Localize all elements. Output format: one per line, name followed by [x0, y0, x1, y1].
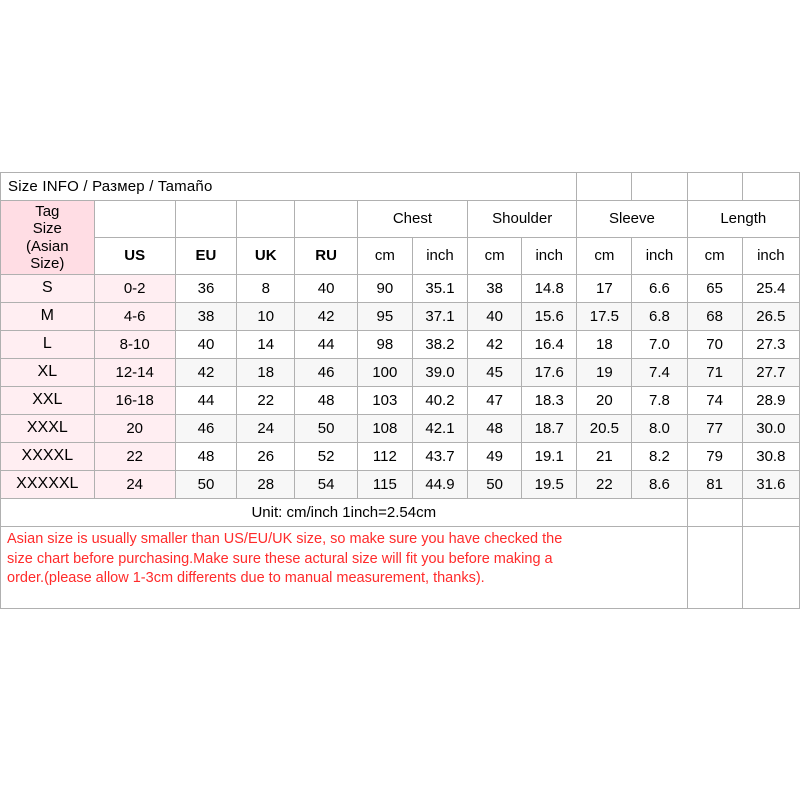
size-chart-container	[0, 172, 800, 609]
banner-blank-1	[577, 173, 632, 201]
cell-shoulder-cm: 47	[468, 387, 522, 415]
cell-sleeve-inch: 6.8	[632, 303, 687, 331]
cell-length-cm: 65	[687, 275, 742, 303]
cell-eu: 44	[175, 387, 236, 415]
cell-us: 8-10	[94, 331, 175, 359]
banner-blank-3	[687, 173, 742, 201]
cell-ru: 48	[295, 387, 357, 415]
region-header-us	[94, 201, 175, 238]
warning-blank-1	[687, 527, 742, 609]
cell-chest-cm: 95	[357, 303, 412, 331]
cell-us: 4-6	[94, 303, 175, 331]
cell-uk: 26	[237, 443, 295, 471]
cell-ru: 40	[295, 275, 357, 303]
cell-shoulder-cm: 45	[468, 359, 522, 387]
cell-shoulder-inch: 16.4	[522, 331, 577, 359]
unit-header-us: US	[94, 238, 175, 275]
warning-line-3: order.(please allow 1-3cm differents due to manual measurement, thanks).	[7, 570, 485, 587]
cell-us: 0-2	[94, 275, 175, 303]
cell-sleeve-cm: 20.5	[577, 415, 632, 443]
unit-header-uk: UK	[237, 238, 295, 275]
unit-header-sleeve-cm: cm	[577, 238, 632, 275]
cell-size: XXXXXL	[1, 471, 95, 499]
cell-sleeve-cm: 17.5	[577, 303, 632, 331]
cell-chest-inch: 44.9	[412, 471, 467, 499]
warning-blank-2	[742, 527, 799, 609]
table-row	[1, 303, 800, 331]
cell-sleeve-cm: 18	[577, 331, 632, 359]
cell-uk: 18	[237, 359, 295, 387]
table-row	[1, 387, 800, 415]
cell-uk: 14	[237, 331, 295, 359]
cell-length-inch: 27.7	[742, 359, 799, 387]
unit-header-shoulder-cm: cm	[468, 238, 522, 275]
cell-shoulder-inch: 17.6	[522, 359, 577, 387]
cell-uk: 22	[237, 387, 295, 415]
unit-header-eu: EU	[175, 238, 236, 275]
unit-note-blank-1	[687, 499, 742, 527]
cell-sleeve-cm: 21	[577, 443, 632, 471]
cell-length-inch: 26.5	[742, 303, 799, 331]
cell-eu: 48	[175, 443, 236, 471]
cell-shoulder-cm: 40	[468, 303, 522, 331]
cell-length-cm: 70	[687, 331, 742, 359]
cell-shoulder-inch: 15.6	[522, 303, 577, 331]
title-banner-row	[1, 173, 800, 201]
cell-size: L	[1, 331, 95, 359]
tag-size-line-2: Size	[32, 220, 62, 238]
banner-blank-4	[742, 173, 799, 201]
unit-header-length-inch: inch	[742, 238, 799, 275]
cell-us: 24	[94, 471, 175, 499]
cell-chest-inch: 37.1	[412, 303, 467, 331]
cell-shoulder-cm: 49	[468, 443, 522, 471]
cell-size: XXXXL	[1, 443, 95, 471]
cell-sleeve-cm: 20	[577, 387, 632, 415]
cell-shoulder-inch: 14.8	[522, 275, 577, 303]
tag-size-line-1: Tag	[35, 203, 60, 220]
unit-note-blank-2	[742, 499, 799, 527]
cell-ru: 46	[295, 359, 357, 387]
unit-note-row	[1, 499, 800, 527]
cell-length-cm: 71	[687, 359, 742, 387]
cell-chest-inch: 43.7	[412, 443, 467, 471]
unit-header-ru: RU	[295, 238, 357, 275]
cell-sleeve-cm: 19	[577, 359, 632, 387]
cell-uk: 10	[237, 303, 295, 331]
cell-chest-cm: 100	[357, 359, 412, 387]
unit-header-sleeve-inch: inch	[632, 238, 687, 275]
table-row	[1, 359, 800, 387]
table-row	[1, 331, 800, 359]
warning-line-1: Asian size is usually smaller than US/EU/UK size, so make sure you have checked the	[7, 531, 563, 547]
cell-ru: 52	[295, 443, 357, 471]
cell-length-inch: 28.9	[742, 387, 799, 415]
cell-shoulder-inch: 18.7	[522, 415, 577, 443]
cell-chest-cm: 90	[357, 275, 412, 303]
cell-sleeve-inch: 6.6	[632, 275, 687, 303]
cell-size: M	[1, 303, 95, 331]
group-header-row	[1, 201, 800, 238]
tag-size-header	[1, 201, 95, 275]
warning-note-row	[1, 527, 800, 609]
size-table	[0, 172, 800, 609]
cell-length-cm: 74	[687, 387, 742, 415]
region-header-ru	[295, 201, 357, 238]
cell-chest-inch: 39.0	[412, 359, 467, 387]
cell-length-cm: 81	[687, 471, 742, 499]
cell-chest-inch: 35.1	[412, 275, 467, 303]
cell-eu: 50	[175, 471, 236, 499]
warning-line-2: size chart before purchasing.Make sure these actural size will fit you before making a	[7, 550, 553, 567]
cell-shoulder-cm: 38	[468, 275, 522, 303]
group-header-length: Length	[687, 201, 799, 238]
unit-header-row	[1, 238, 800, 275]
cell-us: 16-18	[94, 387, 175, 415]
cell-chest-inch: 40.2	[412, 387, 467, 415]
cell-uk: 24	[237, 415, 295, 443]
cell-size: XXXL	[1, 415, 95, 443]
cell-size: XXL	[1, 387, 95, 415]
cell-length-inch: 30.8	[742, 443, 799, 471]
cell-sleeve-cm: 17	[577, 275, 632, 303]
cell-chest-cm: 108	[357, 415, 412, 443]
cell-sleeve-inch: 8.2	[632, 443, 687, 471]
cell-ru: 44	[295, 331, 357, 359]
cell-size: S	[1, 275, 95, 303]
group-header-sleeve: Sleeve	[577, 201, 687, 238]
cell-eu: 42	[175, 359, 236, 387]
cell-sleeve-cm: 22	[577, 471, 632, 499]
cell-chest-cm: 112	[357, 443, 412, 471]
cell-length-cm: 79	[687, 443, 742, 471]
cell-uk: 28	[237, 471, 295, 499]
cell-length-cm: 68	[687, 303, 742, 331]
cell-length-inch: 31.6	[742, 471, 799, 499]
cell-shoulder-inch: 19.5	[522, 471, 577, 499]
cell-us: 22	[94, 443, 175, 471]
table-row	[1, 471, 800, 499]
cell-length-inch: 25.4	[742, 275, 799, 303]
unit-header-shoulder-inch: inch	[522, 238, 577, 275]
unit-header-chest-cm: cm	[357, 238, 412, 275]
cell-shoulder-inch: 18.3	[522, 387, 577, 415]
table-row	[1, 443, 800, 471]
cell-sleeve-inch: 8.6	[632, 471, 687, 499]
cell-ru: 50	[295, 415, 357, 443]
group-header-chest: Chest	[357, 201, 467, 238]
cell-sleeve-inch: 8.0	[632, 415, 687, 443]
cell-length-cm: 77	[687, 415, 742, 443]
cell-shoulder-cm: 42	[468, 331, 522, 359]
cell-sleeve-inch: 7.8	[632, 387, 687, 415]
cell-length-inch: 27.3	[742, 331, 799, 359]
cell-eu: 38	[175, 303, 236, 331]
cell-shoulder-cm: 48	[468, 415, 522, 443]
cell-eu: 36	[175, 275, 236, 303]
region-header-uk	[237, 201, 295, 238]
table-row	[1, 275, 800, 303]
group-header-shoulder: Shoulder	[468, 201, 577, 238]
cell-eu: 46	[175, 415, 236, 443]
cell-eu: 40	[175, 331, 236, 359]
cell-chest-cm: 98	[357, 331, 412, 359]
cell-us: 20	[94, 415, 175, 443]
cell-sleeve-inch: 7.4	[632, 359, 687, 387]
cell-chest-cm: 103	[357, 387, 412, 415]
cell-ru: 54	[295, 471, 357, 499]
cell-ru: 42	[295, 303, 357, 331]
tag-size-line-3: (Asian	[26, 237, 69, 255]
cell-shoulder-inch: 19.1	[522, 443, 577, 471]
table-row	[1, 415, 800, 443]
title-banner: Size INFO / Размер / Tamaño	[1, 173, 577, 201]
region-header-eu	[175, 201, 236, 238]
cell-size: XL	[1, 359, 95, 387]
banner-blank-2	[632, 173, 687, 201]
unit-header-length-cm: cm	[687, 238, 742, 275]
cell-chest-inch: 42.1	[412, 415, 467, 443]
cell-chest-inch: 38.2	[412, 331, 467, 359]
cell-us: 12-14	[94, 359, 175, 387]
warning-note	[1, 527, 688, 609]
cell-shoulder-cm: 50	[468, 471, 522, 499]
cell-uk: 8	[237, 275, 295, 303]
tag-size-line-4: Size)	[30, 254, 65, 272]
cell-length-inch: 30.0	[742, 415, 799, 443]
cell-sleeve-inch: 7.0	[632, 331, 687, 359]
unit-header-chest-inch: inch	[412, 238, 467, 275]
cell-chest-cm: 115	[357, 471, 412, 499]
unit-note: Unit: cm/inch 1inch=2.54cm	[1, 499, 688, 527]
